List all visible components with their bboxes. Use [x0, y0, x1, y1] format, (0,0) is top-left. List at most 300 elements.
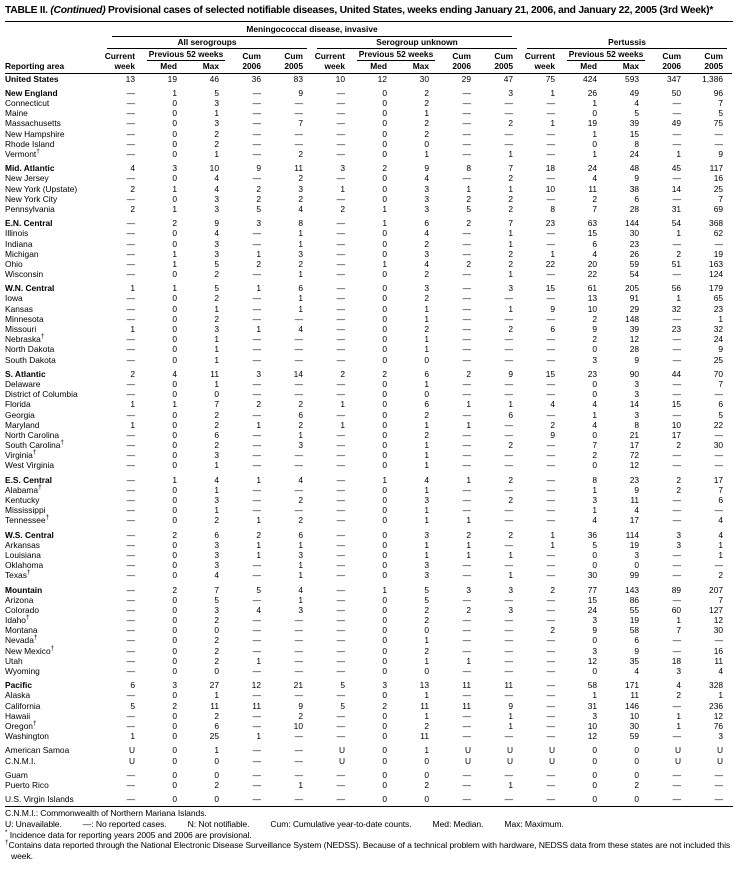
value-cell: 0 [592, 429, 598, 440]
reporting-area-cell: West Virginia [5, 460, 55, 471]
value-cell: 2 [424, 293, 429, 304]
value-cell: — [546, 238, 556, 249]
value-cell: — [504, 128, 514, 139]
value-cell: — [336, 324, 345, 334]
reporting-area-cell: New Mexico† [5, 644, 55, 656]
value-cell: U [128, 755, 135, 766]
value-cell: 30 [419, 73, 429, 84]
value-cell: 0 [592, 560, 598, 571]
value-cell: 0 [382, 344, 387, 355]
value-cell: — [546, 313, 556, 324]
value-cell: U [338, 755, 345, 766]
value-cell: 7 [508, 218, 514, 229]
value-cell: 90 [629, 368, 640, 379]
value-cell: — [252, 645, 261, 656]
header-week: week [102, 61, 144, 74]
reporting-area-cell: Missouri [5, 324, 37, 334]
value-cell: — [336, 354, 345, 365]
table-row [5, 540, 732, 550]
value-cell: 3 [298, 183, 303, 194]
value-cell: 0 [382, 460, 387, 471]
value-cell: 25 [713, 183, 724, 194]
value-cell: 6 [550, 324, 556, 334]
value-cell: 30 [713, 440, 724, 451]
value-cell: 144 [625, 218, 640, 229]
value-cell: — [126, 645, 135, 656]
value-cell: 0 [382, 429, 387, 440]
value-cell: 5 [214, 594, 219, 605]
table-row [5, 399, 732, 409]
value-cell: 2 [676, 484, 682, 495]
value-cell: 1 [466, 399, 471, 410]
value-cell: 0 [424, 354, 429, 365]
value-cell: 2 [508, 248, 514, 259]
value-cell: 10 [545, 183, 556, 194]
value-cell: — [126, 570, 135, 581]
value-cell: 11 [420, 731, 429, 742]
reporting-area-cell: United States [5, 73, 59, 84]
reporting-area-cell: Illinois [5, 228, 29, 239]
value-cell: 45 [671, 163, 682, 174]
value-cell: 58 [629, 625, 640, 636]
reporting-area-cell: Massachusetts [5, 118, 61, 129]
value-cell: 3 [256, 218, 261, 229]
value-cell: 1 [466, 419, 471, 430]
value-cell: 9 [256, 163, 261, 174]
value-cell: 0 [382, 549, 387, 560]
value-cell: 0 [382, 769, 387, 780]
value-cell: 0 [382, 625, 387, 636]
value-cell: 2 [634, 779, 640, 790]
value-cell: — [462, 228, 471, 239]
value-cell: 29 [629, 303, 640, 314]
value-cell: 9 [550, 303, 556, 314]
value-cell: — [294, 635, 303, 646]
value-cell: 4 [214, 173, 219, 184]
value-cell: — [126, 505, 135, 516]
reporting-area-cell: Indiana [5, 238, 33, 249]
value-cell: 1 [298, 779, 303, 790]
value-cell: 0 [592, 794, 598, 805]
value-cell: — [462, 313, 471, 324]
value-cell: 1 [298, 293, 303, 304]
table-row [5, 770, 732, 780]
reporting-area-cell: Colorado [5, 604, 39, 615]
value-cell: — [462, 794, 471, 805]
header-med: Med [564, 61, 606, 74]
value-cell: — [714, 389, 724, 400]
table-row [5, 474, 732, 484]
value-cell: — [462, 238, 471, 249]
value-cell: — [252, 666, 261, 676]
value-cell: 114 [625, 529, 640, 540]
value-cell: 1 [550, 248, 556, 259]
value-cell: — [294, 484, 303, 495]
table-row [5, 711, 732, 721]
value-cell: — [252, 293, 261, 304]
value-cell: 1 [424, 419, 429, 430]
header-group-all-serogroups: All serogroups [102, 37, 312, 49]
header-2005: 2005 [480, 61, 522, 74]
value-cell: — [672, 635, 682, 646]
value-cell: — [504, 354, 514, 365]
value-cell: — [252, 615, 261, 626]
dagger-mark: † [50, 644, 55, 652]
reporting-area-cell: Virginia† [5, 449, 37, 461]
reporting-area-cell: South Carolina† [5, 439, 65, 451]
value-cell: 54 [671, 218, 682, 229]
reporting-area-cell: Wyoming [5, 666, 40, 676]
value-cell: — [546, 604, 556, 615]
value-cell: 1 [214, 745, 219, 756]
value-cell: 0 [634, 794, 640, 805]
value-cell: 32 [713, 324, 724, 334]
value-cell: 2 [466, 368, 471, 379]
value-cell: 0 [382, 228, 387, 239]
value-cell: 5 [634, 108, 640, 119]
value-cell: — [336, 87, 345, 98]
value-cell: 99 [629, 570, 640, 581]
value-cell: 1 [382, 218, 387, 229]
value-cell: — [546, 409, 556, 420]
reporting-area-cell: Idaho† [5, 614, 30, 626]
value-cell: 0 [382, 484, 387, 495]
value-cell: 2 [214, 615, 219, 626]
value-cell: 0 [382, 539, 387, 550]
value-cell: — [294, 690, 303, 701]
value-cell: — [126, 193, 135, 204]
value-cell: 205 [625, 283, 640, 294]
value-cell: — [126, 710, 135, 721]
value-cell: 7 [592, 440, 598, 451]
value-cell: 146 [625, 700, 640, 711]
value-cell: 2 [424, 645, 429, 656]
reporting-area-cell: New York City [5, 193, 58, 204]
value-cell: 1 [508, 238, 514, 249]
value-cell: 3 [676, 529, 682, 540]
value-cell: 7 [508, 163, 514, 174]
value-cell: — [126, 515, 135, 526]
value-cell: 5 [718, 108, 724, 119]
value-cell: 0 [382, 238, 387, 249]
value-cell: — [546, 769, 556, 780]
value-cell: — [462, 354, 471, 365]
value-cell: — [672, 108, 682, 119]
value-cell: — [126, 108, 135, 119]
value-cell: 1 [508, 779, 514, 790]
value-cell: — [294, 389, 303, 400]
reporting-area-cell: Delaware [5, 378, 41, 389]
value-cell: 11 [462, 700, 471, 711]
value-cell: — [126, 615, 135, 626]
value-cell: 8 [634, 138, 640, 149]
value-cell: 0 [172, 293, 177, 304]
value-cell: 24 [629, 149, 640, 159]
value-cell: 2 [298, 399, 303, 410]
value-cell: — [294, 625, 303, 636]
footnotes [5, 808, 733, 862]
value-cell: — [336, 238, 345, 249]
value-cell: — [462, 344, 471, 355]
value-cell: 59 [629, 731, 640, 742]
value-cell: — [546, 440, 556, 451]
value-cell: — [504, 98, 514, 109]
reporting-area-cell: Minnesota [5, 313, 44, 324]
value-cell: 2 [298, 193, 303, 204]
value-cell: 1 [130, 399, 135, 410]
reporting-area-cell: Iowa [5, 293, 23, 304]
table-row [5, 690, 732, 700]
value-cell: 0 [172, 745, 177, 756]
value-cell: 16 [713, 173, 724, 184]
value-cell: — [672, 269, 682, 280]
value-cell: 1 [214, 108, 219, 119]
value-cell: 2 [424, 409, 429, 420]
value-cell: — [294, 128, 303, 139]
value-cell: 59 [629, 258, 640, 269]
value-cell: 4 [634, 505, 640, 516]
value-cell: 0 [382, 440, 387, 451]
value-cell: 1 [466, 549, 471, 560]
value-cell: 1,386 [702, 73, 724, 84]
value-cell: — [504, 666, 514, 676]
value-cell: — [504, 108, 514, 119]
value-cell: 0 [382, 515, 387, 526]
value-cell: 9 [298, 87, 303, 98]
value-cell: 0 [382, 248, 387, 259]
value-cell: 30 [713, 625, 724, 636]
value-cell: 117 [709, 163, 724, 174]
value-cell: — [546, 173, 556, 184]
value-cell: — [462, 429, 471, 440]
value-cell: — [504, 769, 514, 780]
value-cell: — [294, 378, 303, 389]
value-cell: — [252, 378, 261, 389]
value-cell: 2 [298, 149, 303, 159]
reporting-area-cell: Arkansas [5, 539, 40, 550]
table-row [5, 745, 732, 755]
reporting-area-cell: Nevada† [5, 634, 38, 646]
value-cell: — [672, 313, 682, 324]
reporting-area-cell: Michigan [5, 248, 39, 259]
value-cell: 2 [214, 269, 219, 280]
reporting-area-cell: Hawaii [5, 710, 31, 721]
value-cell: — [672, 389, 682, 400]
value-cell: — [336, 505, 345, 516]
value-cell: — [252, 484, 261, 495]
header-reporting-area: Reporting area [5, 61, 102, 74]
value-cell: 0 [172, 440, 177, 451]
value-cell: 1 [382, 258, 387, 269]
value-cell: 3 [508, 87, 514, 98]
value-cell: 0 [382, 389, 387, 400]
table-row [5, 354, 732, 364]
value-cell: — [462, 615, 471, 626]
value-cell: — [336, 218, 345, 229]
value-cell: 18 [545, 163, 556, 174]
value-cell: 0 [382, 594, 387, 605]
value-cell: 1 [424, 303, 429, 314]
value-cell: 51 [671, 258, 682, 269]
value-cell: — [672, 378, 682, 389]
reporting-area-cell: Washington [5, 731, 49, 742]
reporting-area-cell: Mid. Atlantic [5, 163, 55, 174]
value-cell: 3 [718, 731, 724, 742]
value-cell: 1 [508, 183, 514, 194]
table-row [5, 780, 732, 790]
value-cell: 2 [550, 584, 556, 595]
value-cell: 1 [424, 378, 429, 389]
value-cell: — [336, 769, 345, 780]
value-cell: 1 [718, 313, 724, 324]
value-cell: — [504, 515, 514, 526]
value-cell: 4 [718, 515, 724, 526]
table-row [5, 605, 732, 615]
value-cell: 1 [256, 324, 261, 334]
value-cell: 0 [382, 779, 387, 790]
value-cell: — [126, 474, 135, 485]
reporting-area-cell: New Jersey [5, 173, 49, 184]
value-cell: — [336, 98, 345, 109]
value-cell: 127 [709, 604, 724, 615]
value-cell: — [126, 539, 135, 550]
value-cell: 11 [210, 368, 219, 379]
value-cell: 28 [629, 203, 640, 214]
value-cell: — [294, 505, 303, 516]
value-cell: 2 [550, 625, 556, 636]
value-cell: 2 [214, 138, 219, 149]
value-cell: — [294, 755, 303, 766]
value-cell: 4 [298, 324, 303, 334]
value-cell: — [126, 173, 135, 184]
value-cell: — [336, 293, 345, 304]
value-cell: 2 [214, 313, 219, 324]
value-cell: 6 [718, 495, 724, 505]
table-row [5, 794, 732, 804]
header-meningococcal-span: Meningococcal disease, invasive [102, 24, 522, 37]
title-rule [5, 21, 733, 22]
value-cell: — [672, 173, 682, 184]
value-cell: 1 [172, 87, 177, 98]
value-cell: 1 [550, 118, 556, 129]
value-cell: — [336, 173, 345, 184]
reporting-area-cell: Maine [5, 108, 28, 119]
value-cell: 70 [713, 368, 724, 379]
value-cell: 0 [172, 666, 177, 676]
value-cell: — [462, 269, 471, 280]
value-cell: — [714, 779, 724, 790]
value-cell: 2 [676, 690, 682, 701]
value-cell: 13 [587, 293, 598, 304]
value-cell: 1 [424, 745, 429, 756]
header-group-serogroup-unknown: Serogroup unknown [312, 37, 522, 49]
value-cell: 9 [634, 173, 640, 184]
value-cell: 7 [718, 594, 724, 605]
value-cell: — [462, 495, 471, 505]
value-cell: 1 [424, 635, 429, 646]
value-cell: — [504, 378, 514, 389]
value-cell: 19 [713, 248, 724, 259]
value-cell: 0 [592, 138, 598, 149]
value-cell: — [546, 666, 556, 676]
reporting-area-cell: American Samoa [5, 745, 70, 756]
dagger-mark: † [33, 634, 38, 642]
value-cell: 3 [592, 354, 598, 365]
value-cell: 1 [424, 505, 429, 516]
value-cell: 54 [629, 269, 640, 280]
value-cell: 25 [209, 731, 219, 742]
value-cell: — [294, 450, 303, 461]
value-cell: 2 [214, 409, 219, 420]
table-row [5, 303, 732, 313]
value-cell: 4 [676, 680, 682, 691]
value-cell: 2 [508, 529, 514, 540]
value-cell: 2 [676, 440, 682, 451]
value-cell: 1 [256, 549, 261, 560]
table-row [5, 595, 732, 605]
value-cell: U [464, 745, 471, 756]
value-cell: — [126, 594, 135, 605]
value-cell: — [252, 303, 261, 314]
asterisk-mark: * [5, 828, 8, 836]
value-cell: 4 [592, 399, 598, 410]
value-cell: 2 [298, 495, 303, 505]
value-cell: 2 [214, 710, 219, 721]
value-cell: — [252, 108, 261, 119]
value-cell: 15 [545, 368, 556, 379]
value-cell: 0 [382, 354, 387, 365]
value-cell: 3 [214, 549, 219, 560]
value-cell: — [294, 313, 303, 324]
value-cell: 0 [172, 794, 177, 805]
value-cell: 1 [298, 269, 303, 280]
value-cell: 91 [629, 293, 640, 304]
value-cell: — [714, 238, 724, 249]
value-cell: 0 [382, 409, 387, 420]
value-cell: 17 [713, 474, 724, 485]
reporting-area-cell: W.S. Central [5, 529, 54, 540]
value-cell: — [672, 495, 682, 505]
value-cell: 3 [214, 118, 219, 129]
value-cell: 13 [125, 73, 135, 84]
value-cell: 2 [172, 700, 177, 711]
value-cell: 207 [709, 584, 724, 595]
reporting-area-cell: Alaska [5, 690, 31, 701]
dagger-mark: † [40, 333, 45, 341]
reporting-area-cell: Oregon† [5, 720, 37, 731]
value-cell: — [546, 794, 556, 805]
value-cell: 0 [172, 505, 177, 516]
table-body [5, 73, 732, 804]
value-cell: 9 [508, 368, 514, 379]
value-cell: 3 [592, 615, 598, 626]
value-cell: 0 [382, 118, 387, 129]
value-cell: 0 [382, 604, 387, 615]
value-cell: — [126, 655, 135, 666]
value-cell: — [336, 128, 345, 139]
value-cell: 1 [466, 655, 471, 666]
value-cell: — [462, 409, 471, 420]
value-cell: 30 [587, 570, 598, 581]
reporting-area-cell: U.S. Virgin Islands [5, 794, 74, 805]
value-cell: 55 [629, 604, 640, 615]
value-cell: 25 [713, 354, 724, 365]
value-cell: — [546, 495, 556, 505]
value-cell: 1 [256, 283, 261, 294]
value-cell: — [672, 98, 682, 109]
value-cell: 19 [167, 73, 177, 84]
value-cell: — [462, 645, 471, 656]
